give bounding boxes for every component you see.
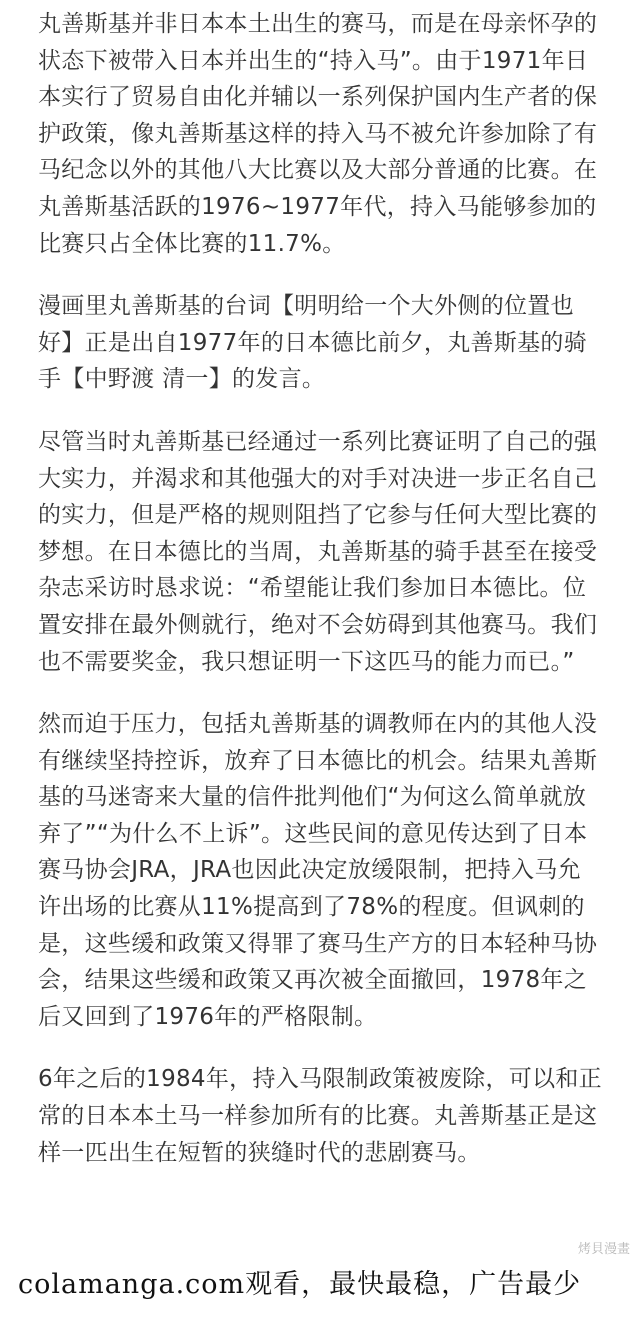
watermark-text: 烤貝漫畫 <box>577 1242 630 1257</box>
article-body <box>38 6 604 1197</box>
paragraph-2: 漫画里丸善斯基的台词【明明给一个大外侧的位置也好】正是出自1977年的日本德比前夕，丸善斯基的骑手【中野渡 清一】的发言。 <box>38 293 588 393</box>
paragraph-4: 然而迫于压力，包括丸善斯基的调教师在内的其他人没有继续坚持控诉，放弃了日本德比的机会。结果丸善斯基的马迷寄来大量的信件批判他们“为何这么简单就放弃了”“为什么不上诉”。这些民间的意见传达到了日本赛马协会JRA，JRA也因此决定放缓限制，把持入马允许出场的比赛从11%提高到了78%的程度。但讽刺的是，这些缓和政策又得罪了赛马生产方的日本轻种马协会，结果这些缓和政策又再次被全面撤回，1978年之后又回到了1976年的严格限制。 <box>38 711 598 1030</box>
paragraph-1: 丸善斯基并非日本本土出生的赛马，而是在母亲怀孕的状态下被带入日本并出生的“持入马”。由于1971年日本实行了贸易自由化并辅以一系列保护国内生产者的保护政策，像丸善斯基这样的持入马不被允许参加除了有马纪念以外的其他八大比赛以及大部分普通的比赛。在丸善斯基活跃的1976~1977年代，持入马能够参加的比赛只占全体比赛的11.7%。 <box>38 11 598 257</box>
footer-ad-text: colamanga.com观看，最快最稳，广告最少 <box>18 1269 582 1300</box>
paragraph-3: 尽管当时丸善斯基已经通过一系列比赛证明了自己的强大实力，并渴求和其他强大的对手对决进一步正名自己的实力，但是严格的规则阻挡了它参与任何大型比赛的梦想。在日本德比的当周，丸善斯基的骑手甚至在接受杂志采访时恳求说：“希望能让我们参加日本德比。位置安排在最外侧就行，绝对不会妨碍到其他赛马。我们也不需要奖金，我只想证明一下这匹马的能力而已。” <box>38 428 598 675</box>
paragraph-5: 6年之后的1984年，持入马限制政策被废除，可以和正常的日本本土马一样参加所有的比赛。丸善斯基正是这样一匹出生在短暂的狭缝时代的悲剧赛马。 <box>38 1066 602 1166</box>
